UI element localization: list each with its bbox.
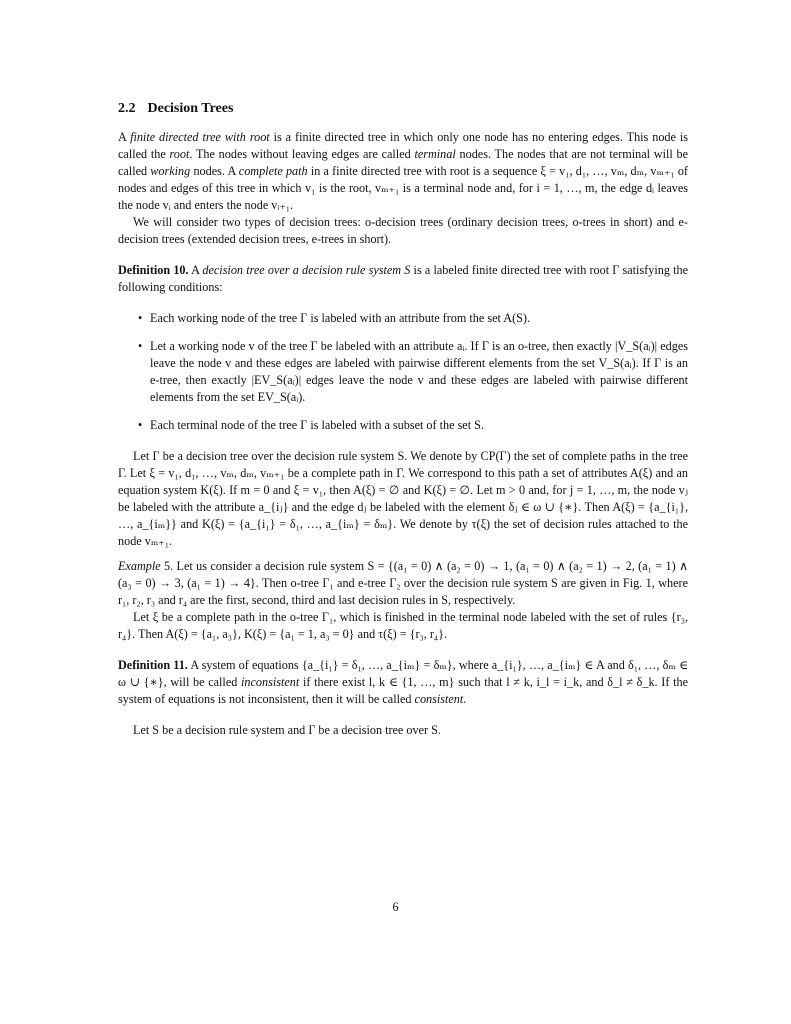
section-title: Decision Trees bbox=[147, 101, 234, 116]
example-5: Example 5. Let us consider a decision rule system S = {(a₁ = 0) ∧ (a₂ = 0) → 1, (a₁ = 0) ∧ (a₂ = 1) → 2, (a₁ = 1) ∧ (a₃ = 0) → 3, (a₁ = 1) → 4}. Then o-tree Γ₁ and e-tree Γ₂ over the decision rule system S are given in Fig. 1, where r₁, r₂, r₃ and r₄ are the first, second, third and last decision rules in S, respectively. bbox=[118, 559, 688, 607]
definition-11: Definition 11. A system of equations {a_{i₁} = δ₁, …, a_{iₘ} = δₘ}, where a_{i₁}, …, a_{iₘ} ∈ A and δ₁, …, δₘ ∈ ω ∪ {∗}, will be called inconsistent if there exist l, k ∈ {1, …, m} such that l ≠ k, i_l = i_k, and δ_l ≠ δ_k. If the system of equations is not inconsistent, then it will be called consistent. bbox=[118, 658, 688, 706]
condition-item: • Each working node of the tree Γ is labeled with an attribute from the set A(S). bbox=[150, 310, 688, 327]
paragraph-final: Let S be a decision rule system and Γ be a decision tree over S. bbox=[133, 723, 441, 737]
paragraph-complete-paths: Let Γ be a decision tree over the decision rule system S. We denote by CP(Γ) the set of complete paths in the tree Γ. Let ξ = v₁, d₁, …, vₘ, dₘ, vₘ₊₁ be a complete path in Γ. We correspond to this path a set of attributes A(ξ) and an equation system K(ξ). If m = 0 and ξ = v₁, then A(ξ) = ∅ and K(ξ) = ∅. Let m > 0 and, for j = 1, …, m, the node vⱼ be labeled with the attribute a_{iⱼ} and the edge dⱼ be labeled with the element δⱼ ∈ ω ∪ {∗}. Then A(ξ) = {a_{i₁}, …, a_{iₘ}} and K(ξ) = {a_{i₁} = δ₁, …, a_{iₘ} = δₘ}. We denote by τ(ξ) the set of decision rules attached to the node vₘ₊₁. bbox=[118, 449, 688, 548]
section-heading bbox=[118, 100, 688, 117]
condition-item: • Each terminal node of the tree Γ is labeled with a subset of the set S. bbox=[150, 417, 688, 434]
definition-10-conditions bbox=[118, 310, 688, 434]
page-body bbox=[118, 100, 688, 739]
paragraph-finite-tree: A finite directed tree with root is a finite directed tree in which only one node has no entering edges. This node is called the root. The nodes without leaving edges are called terminal nodes. The nodes that are not terminal will be called working nodes. A complete path in a finite directed tree with root is a sequence ξ = v₁, d₁, …, vₘ, dₘ, vₘ₊₁ of nodes and edges of this tree in which v₁ is the root, vₘ₊₁ is a terminal node and, for i = 1, …, m, the edge dᵢ leaves the node vᵢ and enters the node vᵢ₊₁. bbox=[118, 130, 688, 212]
section-number: 2.2 bbox=[118, 101, 136, 116]
paragraph-path-example: Let ξ be a complete path in the o-tree Γ₁, which is finished in the terminal node labeled with the set of rules {r₃, r₄}. Then A(ξ) = {a₁, a₃}, K(ξ) = {a₁ = 1, a₃ = 0} and τ(ξ) = {r₃, r₄}. bbox=[118, 610, 688, 641]
page-number: 6 bbox=[392, 900, 399, 914]
condition-item: • Let a working node v of the tree Γ be labeled with an attribute aᵢ. If Γ is an o-tree, then exactly |V_S(aᵢ)| edges leave the node v and these edges are labeled with pairwise different elements from the set V_S(aᵢ). If Γ is an e-tree, then exactly |EV_S(aᵢ)| edges leave the node v and these edges are labeled with pairwise different elements from the set EV_S(aᵢ). bbox=[150, 338, 688, 406]
definition-10: Definition 10. A decision tree over a decision rule system S is a labeled finite directed tree with root Γ satisfying the following conditions: bbox=[118, 263, 688, 294]
paragraph-tree-types: We will consider two types of decision trees: o-decision trees (ordinary decision trees, o-trees in short) and e-decision trees (extended decision trees, e-trees in short). bbox=[118, 215, 688, 246]
